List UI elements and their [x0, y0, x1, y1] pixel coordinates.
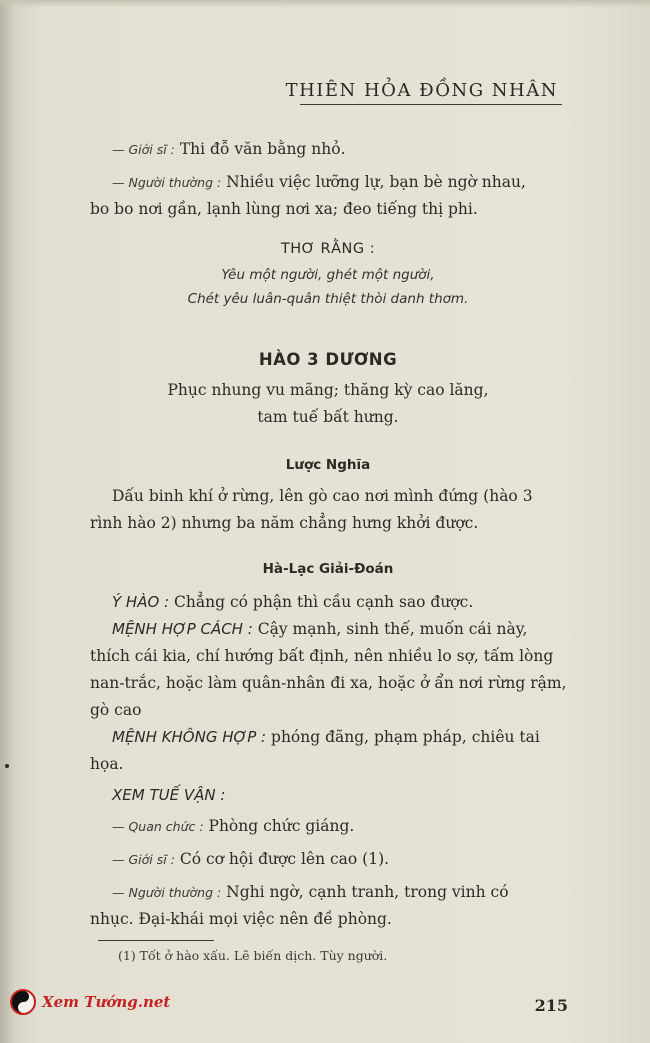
gioi-si-label: — Giới sĩ : — [112, 142, 175, 157]
gioi-si-line — [90, 136, 566, 163]
xem-tue-text: XEM TUẾ VẬN : — [112, 786, 226, 804]
footnote-rule — [98, 940, 214, 941]
xem-tue-label — [90, 782, 566, 809]
nguoi-thuong-text-1: Nhiều việc lưỡng lự, bạn bè ngờ nhau, — [226, 173, 526, 191]
luoc-nghia-block — [90, 452, 566, 537]
hao-3-heading: HÀO 3 DƯƠNG — [258, 350, 398, 369]
running-head-rule — [300, 104, 562, 105]
menh-hop-text-4: gò cao — [90, 701, 142, 719]
luoc-nghia-line-1: Dấu binh khí ở rừng, lên gò cao nơi mình đứng (hào 3 — [112, 487, 533, 505]
nguoi-thuong-2-text-1: Nghi ngờ, cạnh tranh, trong vinh có — [226, 883, 509, 901]
ha-lac-heading: Hà-Lạc Giải-Đoán — [262, 561, 394, 577]
menh-hop-text-3: nan-trắc, hoặc làm quân-nhân đi xa, hoặc ở ẩn nơi rừng rậm, — [90, 674, 567, 692]
poem-line-1: Yêu một người, ghét một người, — [221, 267, 435, 283]
hao-3-block — [90, 346, 566, 431]
running-head: THIÊN HỎA ĐỒNG NHÂN — [285, 80, 558, 101]
nguoi-thuong-text-2: bo bo nơi gần, lạnh lùng nơi xa; đeo tiếng thị phi. — [90, 200, 478, 218]
menh-khong-label: MỆNH KHÔNG HỢP : — [112, 728, 267, 746]
nguoi-thuong-2-label: — Người thường : — [112, 885, 222, 900]
luoc-nghia-line-2: rình hào 2) nhưng ba năm chẳng hưng khởi được. — [90, 514, 479, 532]
quan-chuc-text: Phòng chức giáng. — [208, 817, 355, 835]
menh-hop-line — [90, 616, 566, 643]
poem-heading: THƠ RẰNG : — [280, 241, 376, 257]
hao-3-text-2: tam tuế bất hưng. — [257, 408, 399, 426]
margin-mark — [5, 764, 9, 768]
footnote: (1) Tốt ở hào xấu. Lẽ biến dịch. Tùy người. — [118, 948, 388, 963]
y-hao-label: Ý HÀO : — [112, 593, 170, 611]
poem-block — [90, 236, 566, 311]
menh-hop-text-1: Cậy mạnh, sinh thế, muốn cái này, — [257, 620, 528, 638]
nguoi-thuong-2-line — [90, 879, 566, 906]
gioi-si-text: Thi đỗ văn bằng nhỏ. — [179, 140, 346, 158]
nguoi-thuong-line — [90, 169, 566, 196]
quan-chuc-line — [90, 813, 566, 840]
poem-line-2: Chét yêu luân-quân thiệt thòi danh thơm. — [187, 291, 469, 307]
watermark-text: Xem Tướng.net — [42, 993, 171, 1011]
menh-khong-text-2: họa. — [90, 755, 124, 773]
page-number: 215 — [534, 996, 568, 1015]
binding-shadow — [0, 0, 14, 1043]
gioi-si-2-label: — Giới sĩ : — [112, 852, 175, 867]
menh-hop-text-2: thích cái kia, chí hướng bất định, nên nhiều lo sợ, tấm lòng — [90, 647, 554, 665]
ha-lac-block — [90, 556, 566, 933]
menh-khong-line — [90, 724, 566, 751]
menh-hop-label: MỆNH HỢP CÁCH : — [112, 620, 253, 638]
luoc-nghia-heading: Lược Nghĩa — [285, 457, 371, 473]
menh-khong-text-1: phóng đãng, phạm pháp, chiêu tai — [271, 728, 540, 746]
hao-3-text-1: Phục nhung vu mãng; thăng kỳ cao lăng, — [167, 381, 489, 399]
nguoi-thuong-2-text-2: nhục. Đại-khái mọi việc nên đề phòng. — [90, 910, 392, 928]
y-hao-line — [90, 589, 566, 616]
yin-yang-icon — [10, 989, 36, 1015]
gioi-si-2-text: Có cơ hội được lên cao (1). — [179, 850, 390, 868]
section-intro — [90, 136, 566, 223]
watermark-logo — [10, 989, 170, 1015]
quan-chuc-label: — Quan chức : — [112, 819, 204, 834]
nguoi-thuong-label: — Người thường : — [112, 175, 222, 190]
y-hao-text: Chẳng có phận thì cầu cạnh sao được. — [174, 593, 474, 611]
gioi-si-2-line — [90, 846, 566, 873]
page-top-edge — [0, 0, 650, 8]
